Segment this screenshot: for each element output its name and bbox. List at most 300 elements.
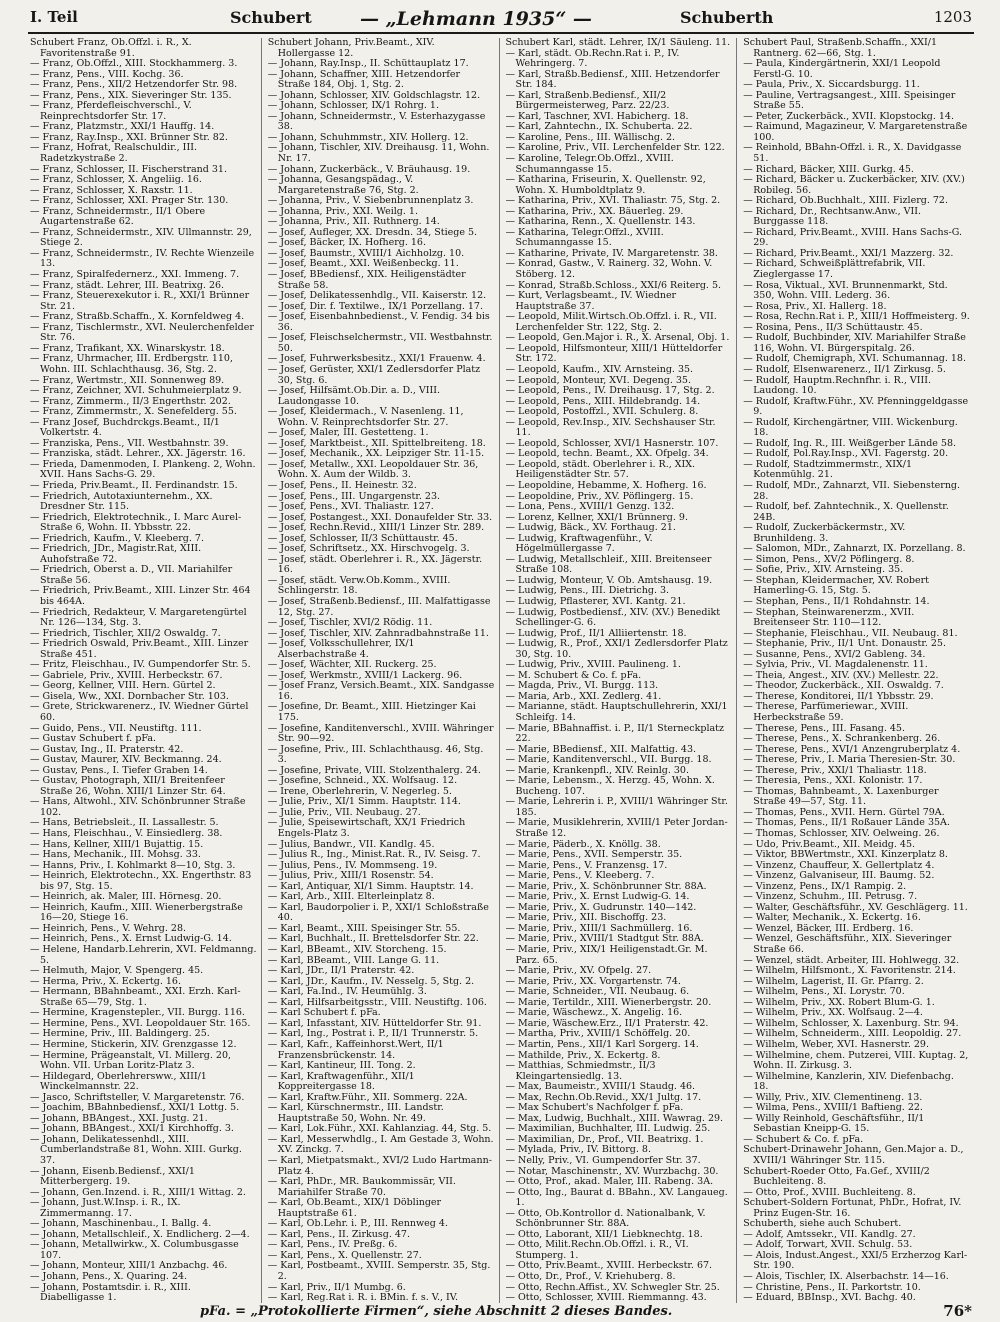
directory-entry: — Josefine, Private, VIII. Stolzenthalerg. 24.: [267, 764, 481, 776]
directory-entry: — Wilhelm, Pens., XI. Lorystr. 70.: [743, 986, 905, 998]
directory-entry: — Franz, Platzmstr., XXI/1 Hauffg. 14.: [30, 121, 215, 133]
directory-entry: — Otto, Schlosser, XVIII. Riemmanng. 43.: [505, 1292, 707, 1303]
directory-entry: — Magda, Priv., VI. Burgg. 113.: [505, 680, 659, 692]
directory-entry: — Stephan, Kleidermacher, XV. Robert Hamerling-G. 15, Stg. 5.: [743, 574, 929, 597]
directory-entry: — Joachim, BBahnbediensf., XXI/1 Lottg. 5.: [30, 1102, 240, 1114]
directory-entry: — Rosina, Pens., II/3 Schüttaustr. 45.: [743, 321, 923, 333]
directory-entry: — Karl, Fa.Ind., IV. Heumühlg. 3.: [267, 986, 427, 998]
directory-entry: — Leopold, Schlosser, XVI/1 Hasnerstr. 107.: [505, 437, 719, 449]
directory-entry: — Heinrich, ak. Maler, III. Hörnesg. 20.: [30, 891, 222, 903]
directory-entry: — Johann, Zuckerbäck., V. Bräuhausg. 19.: [267, 163, 471, 175]
directory-entry: — Therese, Pens., III. Fasang. 45.: [743, 722, 905, 734]
directory-entry: — Gustav Schubert f. pFa.: [30, 733, 157, 745]
directory-entry: — Friedrich, Autotaxiunternehm., XX. Dresdner Str. 115.: [30, 490, 213, 513]
directory-entry: — Josef, städt. Verw.Ob.Komm., XVIII. Schlingerstr. 18.: [267, 574, 451, 597]
directory-entry: — Vinzenz, Chauffeur, X. Gellertplatz 4.: [743, 859, 935, 871]
directory-entry: — Ludwig, Postbediensf., XIV. (XV.) Benedikt Schellinger-G. 6.: [505, 606, 721, 629]
directory-entry: — Karl, Pens., X. Quellenstr. 27.: [267, 1249, 422, 1261]
directory-entry: — Fritz, Fleischhau., IV. Gumpendorfer Str. 5.: [30, 659, 251, 671]
directory-entry: — Karl, Buchhalt., II. Brettelsdorfer Str. 22.: [267, 933, 479, 945]
directory-entry: — Wilhelmine, chem. Putzerei, VIII. Kuptag. 2, Wohn. II. Zirkusg. 3.: [743, 1049, 969, 1072]
directory-entry: — Karl, Ob.Lehr. i. P., III. Rennweg 4.: [267, 1218, 448, 1230]
directory-entry: — Rudolf, Elsenwarenerz., II/1 Zirkusg. 5.: [743, 363, 946, 375]
directory-entry: — Viktor, BBWertmstr., XXI. Kinzerplatz 8.: [743, 849, 948, 861]
directory-entry: — Hans, Kellner, XIII/1 Bujattig. 15.: [30, 838, 204, 850]
directory-entry: — Karl, BBeamt., VIII. Lange G. 11.: [267, 954, 440, 966]
directory-entry: — Otto, Dr., Prof., V. Kriehuberg. 8.: [505, 1270, 676, 1282]
directory-entry: — Johann, Ray.Insp., II. Schüttauplatz 17.: [267, 58, 469, 70]
directory-entry: — Richard, Priv.Beamt., XVIII. Hans Sachs-G. 29.: [743, 226, 962, 249]
directory-entry: — Karl, Kürschnermstr., III. Landstr. Hauptstraße 50, Wohn. Nr. 49.: [267, 1102, 444, 1124]
directory-entry: — Karl, Pens., II. Zirkusg. 47.: [267, 1228, 410, 1240]
directory-entry: — Karl, Reg.Rat i. R. i. BMin. f. s. V., IV.: [267, 1292, 459, 1303]
directory-entry: — Johann, Maschinenbau., I. Ballg. 4.: [30, 1218, 212, 1230]
directory-entry: — Josef, Delikatessenhdlg., VII. Kaiserstr. 12.: [267, 290, 487, 302]
directory-entry: — Alois, Tischler, IX. Alserbachstr. 14—16.: [743, 1270, 949, 1282]
directory-entry: — Julius R., Ing., Minist.Rat. R., IV. Seisg. 7.: [267, 849, 481, 861]
directory-entry: — Julius, Bandwr., VII. Kandlg. 45.: [267, 838, 435, 850]
directory-entry: — Josef, Wächter, XII. Ruckerg. 25.: [267, 659, 437, 671]
directory-entry: — Josef, Kleidermach., V. Nasenleng. 11, Wohn. V. Reinprechtsdorfer Str. 27.: [267, 406, 464, 428]
directory-entry: — Wilhelm, Schlosser, X. Laxenburg. Str. 94.: [743, 1017, 959, 1029]
directory-entry: — Josef, Maler, III. Gestetteng. 1.: [267, 427, 429, 439]
directory-entry: — Marie, Krankenpfl., XIV. Reinlg. 30.: [505, 764, 690, 776]
directory-entry: — Katharina, Friseurin, X. Quellenstr. 92, Wohn. X. Humboldtplatz 9.: [505, 174, 706, 196]
directory-entry: — Marie, Priv., X. Schönbrunner Str. 88A.: [505, 880, 707, 892]
directory-entry: — Franz, Zeichner, XVI. Schuhmeierplatz 9.: [30, 385, 242, 397]
directory-entry: — Leopoldine, Priv., XV. Pöflingerg. 15.: [505, 490, 694, 502]
directory-entry: — Frieda, Damenmoden, I. Plankeng. 2, Wohn. XVII. Hans Sachs-G. 29.: [30, 458, 256, 481]
part-label: I. Teil: [30, 8, 78, 26]
directory-entry: — Otto, Ing., Baurat d. BBahn., XV. Langaueg. 1.: [505, 1186, 728, 1209]
header-right-name: Schuberth: [680, 8, 774, 27]
directory-entry: — Maximilian, Buchhalter, III. Ludwig. 25.: [505, 1123, 711, 1135]
directory-entry: — Wenzel, städt. Arbeiter, III. Hohlwegg. 32.: [743, 954, 960, 966]
directory-entry: — Notar, Maschinenstr., XV. Wurzbachg. 30.: [505, 1165, 719, 1177]
directory-entry: — Otto, Rechn.Affist., XV. Schwegler Str. 25.: [505, 1281, 720, 1293]
directory-entry: — Gabriele, Priv., XVIII. Herbeckstr. 67.: [30, 669, 223, 681]
directory-entry: — Vinzenz, Galvaniseur, III. Baumg. 52.: [743, 870, 935, 882]
directory-entry: — Karl, Postbeamt., XVIII. Semperstr. 35, Stg. 2.: [267, 1260, 491, 1282]
directory-entry: Schubert-Drinawehr Johann, Gen.Major a. D., XVIII/1 Währinger Str. 115.: [743, 1144, 964, 1166]
directory-entry: — Leopold, städt. Oberlehrer i. R., XIX. Heiligenstädter Str. 57.: [505, 458, 696, 481]
directory-entry: — Karl, Kraftwagenführ., XII/1 Koppreitergasse 18.: [267, 1070, 415, 1093]
directory-entry: — Josef, Werkmstr., XVIII/1 Lackerg. 96.: [267, 669, 463, 681]
directory-entry: — Willy Reinhold, Geschäftsführ., II/1 Sebastian Kneipp-G. 15.: [743, 1112, 925, 1135]
directory-entry: — Schubert & Co. f. pFa.: [743, 1133, 864, 1145]
directory-entry: — Franz, Schlosser, X. Raxstr. 11.: [30, 184, 193, 196]
directory-entry: — Karl, JDr., Kaufm., IV. Nesselg. 5, Stg. 2.: [267, 975, 475, 987]
directory-entry: — Franz, Straßb.Schaffn., X. Kornfeldweg 4.: [30, 311, 245, 323]
directory-entry: — Karl, Messerwhdlg., I. Am Gestade 3, Wohn. XV. Zinckg. 7.: [267, 1133, 494, 1156]
directory-entry: — Johann, Schlosser, XIV. Goldschlagstr. 12.: [267, 89, 481, 101]
directory-entry: — Willy, Priv., XIV. Clementineng. 13.: [743, 1091, 923, 1103]
directory-entry: — Wilhelm, Schneiderm., XIII. Leopoldig. 27.: [743, 1028, 962, 1040]
directory-entry: — Franz, Schneidermstr., II/1 Obere Augartenstraße 62.: [30, 205, 206, 228]
directory-entry: — Nelly, Priv., VI. Gumpendorfer Str. 37.: [505, 1154, 701, 1166]
directory-entry: — Marie, Priv., XIII/1 Sachmüllerg. 16.: [505, 922, 693, 934]
directory-entry: — Marie, Schneider., VII. Neubaug. 6.: [505, 986, 690, 998]
directory-entry: — Johanna, Priv., V. Siebenbrunnenplatz 3.: [267, 195, 474, 207]
directory-entry: — Johann, Metallwirkw., X. Columbusgasse 107.: [30, 1239, 239, 1261]
directory-entry: — Karl, städt. Ob.Rechn.Rat i. P., IV. Wehringerg. 7.: [505, 47, 680, 70]
directory-entry: — Hermine, Prägeanstalt, VI. Millerg. 20, Wohn. VII. Urban Loritz-Platz 3.: [30, 1049, 232, 1072]
directory-entry: — Leopold, Kaufm., XIV. Arnsteing. 35.: [505, 363, 694, 375]
directory-entry: — Marie, Priv., XII. Bischoffg. 23.: [505, 912, 667, 924]
directory-entry: — Gustav, Photograph, XII/1 Breitenfeer Straße 26, Wohn. XIII/1 Linzer Str. 64.: [30, 775, 226, 797]
directory-entry: — Katharina, Renn., X. Quellenstr. 143.: [505, 216, 696, 228]
directory-column-4: [743, 38, 974, 1303]
directory-entry: — Franz, Schlosser, XXI. Prager Str. 130.: [30, 195, 229, 207]
directory-entry: — Konrad, Straßb.Schloss., XXI/6 Reiterg. 5.: [505, 279, 722, 291]
directory-entry: — Karl, JDr., II/1 Praterstr. 42.: [267, 965, 415, 977]
directory-entry: — Therese, Pens., XVI/1 Anzengruberplatz 4.: [743, 743, 961, 755]
directory-entry: — Stephan, Pens., II/1 Rohdahnstr. 14.: [743, 595, 930, 607]
directory-entry: — Helmuth, Major, V. Spengerg. 45.: [30, 965, 204, 977]
directory-entry: — Walter, Mechanik., X. Eckertg. 16.: [743, 912, 921, 924]
directory-entry: — Karl, Kantineur, III. Tong. 2.: [267, 1060, 416, 1072]
directory-entry: — Josefine, Priv., III. Schlachthausg. 46, Stg. 3.: [267, 743, 484, 766]
directory-entry: — Josef, Tischler, XVI/2 Rödig. 11.: [267, 617, 433, 629]
directory-entry: — Helene, Handarb.Lehrerin, XVI. Feldmanng. 5.: [30, 944, 257, 966]
directory-entry: — Hans, Altwohl., XIV. Schönbrunner Straße 102.: [30, 796, 246, 818]
directory-entry: — Friedrich, Oberst a. D., VII. Mariahilfer Straße 56.: [30, 564, 233, 586]
directory-entry: — Johann, Eisenb.Bediensf., XXI/1 Mitterbergerg. 19.: [30, 1165, 195, 1188]
directory-entry: — Wilhelm, Lagerist, II. Gr. Pfarrg. 2.: [743, 975, 924, 987]
directory-entry: — Johanna, Gesangspädag., V. Margaretenstraße 76, Stg. 2.: [267, 174, 419, 196]
directory-entry: — Josef, Schriftsetz., XX. Hirschvogelg. 3.: [267, 543, 470, 555]
directory-entry: — Johann, BBAngest., XXI. Justg. 21.: [30, 1112, 208, 1124]
directory-entry: — Karl, Arb., XIII. Elterleinplatz 8.: [267, 891, 435, 903]
directory-column-3: [506, 38, 738, 1303]
header-title: — „Lehmann 1935“ —: [360, 8, 592, 30]
directory-entry: Schubert-Roeder Otto, Fa.Gef., XVIII/2 Buchleiteng. 8.: [743, 1165, 930, 1188]
directory-entry: — Reinhold, BBahn-Offzl. i. R., X. Davidgasse 51.: [743, 142, 962, 165]
directory-entry: — M. Schubert & Co. f. pFa.: [505, 669, 642, 681]
directory-entry: Schuberth, siehe auch Schubert.: [743, 1218, 902, 1230]
directory-entry: — Peter, Zuckerbäck., XVII. Klopstockg. 14.: [743, 110, 954, 122]
directory-entry: — Otto, Ob.Kontrollor d. Nationalbank, V. Schönbrunner Str. 88A.: [505, 1207, 706, 1230]
directory-entry: — Wilhelmine, Kanzlerin, XIV. Diefenbachg. 18.: [743, 1070, 954, 1093]
directory-entry: — Franz, Spiralfedernerz., XXI. Immeng. 7.: [30, 269, 240, 281]
directory-entry: — Julie, Priv., VII. Neubaug. 27.: [267, 806, 421, 818]
directory-entry: — Otto, Priv.Beamt., XVIII. Herbeckstr. 67.: [505, 1260, 713, 1272]
directory-entry: — Otto, Laborant, XII/1 Liebknechtg. 18.: [505, 1228, 703, 1240]
directory-entry: — Franz, Tischlermstr., XVI. Neulerchenfelder Str. 76.: [30, 321, 254, 344]
directory-entry: — Richard, Bäcker, XIII. Gurkg. 45.: [743, 163, 914, 175]
directory-entry: — Therese, Priv., XXI/1 Thaliastr. 118.: [743, 764, 927, 776]
directory-entry: — Eduard, BBInsp., XVI. Bachg. 40.: [743, 1292, 916, 1303]
directory-entry: — Friedrich Oswald, Priv.Beamt., XIII. Linzer Straße 451.: [30, 638, 249, 660]
directory-entry: — Raimund, Magazineur, V. Margaretenstraße 100.: [743, 121, 968, 143]
directory-entry: — Karl, Lok.Führ., XXI. Kahlanziag. 44, Stg. 5.: [267, 1123, 492, 1135]
directory-entry: — Ludwig, Kraftwagenführ., V. Högelmüllergasse 7.: [505, 532, 653, 555]
directory-entry: — Gustav, Maurer, XIV. Beckmanng. 24.: [30, 754, 222, 766]
directory-entry: — Matthias, Schmiedmstr., II/3 Kleingartensiedlg. 13.: [505, 1060, 656, 1082]
directory-entry: — Hans, Fleischhau., V. Einsiedlerg. 38.: [30, 828, 223, 840]
directory-entry: — Maximilian, Dr., Prof., VII. Beatrixg. 1.: [505, 1133, 704, 1145]
directory-entry: — Karl, Kraftw.Führ., XII. Sommerg. 22A.: [267, 1091, 468, 1103]
directory-entry: — Karl, Mietpatsmakt., XVI/2 Ludo Hartmann-Platz 4.: [267, 1154, 492, 1177]
directory-entry: — Marianne, städt. Hauptschullehrerin, XXI/1 Schleifg. 14.: [505, 701, 728, 723]
directory-entry: — Marie, Kanditenverschl., VII. Burgg. 18.: [505, 754, 712, 766]
directory-entry: — Otto, Milit.Rechn.Ob.Offzl. i. R., VI. Stumperg. 1.: [505, 1239, 689, 1261]
directory-entry: — Karl, Antiquar, XI/1 Simm. Hauptstr. 14.: [267, 880, 474, 892]
directory-entry: — Marie, Wäschew.Erz., II/1 Praterstr. 42.: [505, 1017, 709, 1029]
directory-entry: — Katharine, Private, IV. Margaretenstr. 38.: [505, 247, 718, 259]
directory-entry: — Josef, Eisenbahnbedienst., V. Fendig. 34 bis 36.: [267, 311, 490, 333]
directory-entry: — Marie, BBahnaffist. i. P., II/1 Sterneckplatz 22.: [505, 722, 724, 745]
directory-entry: — Marie, Pens., V. Kleeberg. 7.: [505, 870, 655, 882]
directory-entry: — Lorenz, Kellner, XXI/1 Brünnerg. 9.: [505, 511, 688, 523]
directory-entry: — Franz, Trafikant, XX. Winarskystr. 18.: [30, 342, 225, 354]
directory-entry: — Josef, Beamt., XXI. Weißenbeckg. 11.: [267, 258, 459, 270]
directory-entry: — Thomas, Schlosser, XIV. Oelweing. 26.: [743, 828, 940, 840]
directory-entry: — Rudolf, Kirchengärtner, VIII. Wickenburg. 18.: [743, 416, 958, 439]
directory-entry: — Franz, Pens., XII/2 Hetzendorfer Str. 98.: [30, 79, 238, 91]
directory-entry: — Wilhelm, Priv., XX. Robert Blum-G. 1.: [743, 996, 935, 1008]
directory-entry: — Rudolf, Chemigraph, XVI. Schumannag. 18.: [743, 353, 966, 365]
directory-entry: — Julius, Priv., XIII/1 Rosenstr. 54.: [267, 870, 434, 882]
directory-entry: — Franz, Pferdefleischverschl., V. Reinprechtsdorfer Str. 17.: [30, 100, 192, 122]
directory-entry: — Josef, Pens., II. Heinestr. 32.: [267, 479, 417, 491]
directory-entry: — Johann, Delikatessenhdl., XIII. Cumberlandstraße 81, Wohn. XIII. Gurkg. 37.: [30, 1133, 242, 1166]
directory-entry: — Josef, Volksschullehrer, IX/1 Alserbachstraße 4.: [267, 638, 415, 660]
directory-entry: — Johanna, Priv., XII. Ruthnerg. 14.: [267, 216, 440, 228]
directory-entry: — Julie, Priv., XI/1 Simm. Hauptstr. 114.: [267, 796, 461, 808]
directory-entry: Schubert Johann, Priv.Beamt., XIV. Hollergasse 12.: [267, 38, 435, 59]
directory-entry: — Johanna, Priv., XXI. Weilg. 1.: [267, 205, 418, 217]
directory-entry: — Josef, Pens., XVI. Thaliastr. 127.: [267, 501, 434, 513]
directory-entry: — Marie, Priv., XVIII/1 Stadtgut Str. 88A.: [505, 933, 704, 945]
directory-entry: — Josef, städt. Oberlehrer i. R., XX. Jägerstr. 16.: [267, 553, 483, 576]
directory-entry: — Mathilde, Priv., X. Eckertg. 8.: [505, 1049, 661, 1061]
directory-entry: — Guido, Pens., VII. Neustiftg. 111.: [30, 722, 202, 734]
directory-entry: — Josef, Fleischselchermstr., VII. Westbahnstr. 50.: [267, 332, 493, 354]
directory-entry: — Therese, Priv., I. Maria Theresien-Str. 30.: [743, 754, 956, 766]
directory-entry: — Josef, Aufleger, XX. Dresdn. 34, Stiege 5.: [267, 226, 478, 238]
directory-entry: — Hans, Mechanik., III. Mohsg. 33.: [30, 849, 201, 861]
directory-entry: — Hermann, BBahnbeamt., XXI. Erzh. Karl-Straße 65—79, Stg. 1.: [30, 986, 241, 1008]
page-number: 1203: [933, 8, 972, 26]
directory-entry: — Friedrich, Elektrotechnik., I. Marc Aurel-Straße 6, Wohn. II. Ybbsstr. 22.: [30, 511, 242, 534]
directory-entry: — Wenzel, Bäcker, III. Erdberg. 16.: [743, 922, 914, 934]
directory-entry: — Friedrich, Redakteur, V. Margaretengürtel Nr. 126—134, Stg. 3.: [30, 606, 247, 629]
directory-entry: — Karl, Pens., IV. Preßg. 6.: [267, 1239, 398, 1251]
directory-entry: — Hermine, Stickerin, XIV. Grenzgasse 12.: [30, 1038, 237, 1050]
directory-entry: — Franziska, Pens., VII. Westbahnstr. 39.: [30, 437, 229, 449]
directory-entry: — Herma, Priv., X. Eckertg. 16.: [30, 975, 181, 987]
directory-entry: — Rudolf, Hauptm.Rechnfhr. i. R., VIII. Laudong. 10.: [743, 374, 932, 397]
directory-entry: — Johann, Tischler, XIV. Dreihausg. 11, Wohn. Nr. 17.: [267, 142, 490, 165]
directory-entry: — Martha, Priv., XVIII/1 Schöffelg. 20.: [505, 1028, 691, 1040]
directory-entry: — Josef Franz, Versich.Beamt., XIX. Sandgasse 16.: [267, 680, 495, 702]
directory-entry: — Josefine, Dr. Beamt., XIII. Hietzinger Kai 175.: [267, 701, 476, 723]
directory-entry: — Theodor, Zuckerbäck., XII. Oswaldg. 7.: [743, 680, 944, 692]
directory-entry: — Johann, Schuhmmstr., XIV. Hollerg. 12.: [267, 131, 469, 143]
directory-entry: — Richard, Schweißplättrefabrik, VII. Zieglergasse 17.: [743, 258, 926, 281]
directory-entry: Schubert Franz, Ob.Offzl. i. R., X. Favoritenstraße 91.: [30, 38, 192, 59]
directory-entry: — Stephanie, Priv., II/1 Unt. Donaustr. 25.: [743, 638, 946, 650]
directory-entry: — Marie, Wäschewz., X. Angelig. 16.: [505, 1007, 683, 1019]
directory-entry: — Richard, Dr., Rechtsanw.Anw., VII. Burggasse 118.: [743, 205, 922, 228]
directory-entry: — Josef, Marktbeist., XII. Spittelbreiteng. 18.: [267, 437, 486, 449]
directory-entry: — Grete, Strickwarenerz., IV. Wiedner Gürtel 60.: [30, 701, 249, 723]
directory-entry: — Heinrich, Pens., V. Wehrg. 28.: [30, 922, 187, 934]
directory-entry: — Karl, Taschner, XVI. Habicherg. 18.: [505, 110, 689, 122]
directory-entry: — Ludwig, Bäck., XV. Forthaug. 21.: [505, 522, 676, 534]
directory-entry: — Josef, Schlosser, II/3 Schüttaustr. 45.: [267, 532, 458, 544]
directory-entry: — Karl, Kafr., Kaffeinhorst.Wert, II/1 Franzensbrückenstr. 14.: [267, 1038, 444, 1061]
directory-entry: — Heinrich, Pens., X. Ernst Ludwig-G. 14.: [30, 933, 232, 945]
directory-entry: — Julie, Speisewirtschaft, XX/1 Friedrich Engels-Platz 3.: [267, 817, 466, 840]
directory-entry: — Wenzel, Geschäftsführ., XIX. Sieveringer Straße 66.: [743, 933, 952, 956]
directory-entry: — Susanne, Pens., XVI/2 Gableng. 34.: [743, 648, 926, 660]
directory-entry: — Johann, Just.W.Insp. i. R., IX. Zimmermanng. 17.: [30, 1197, 181, 1219]
directory-entry: — Leopoldine, Hebamme, X. Hofherg. 16.: [505, 479, 707, 491]
directory-entry: — Marie, Priv., XIX/1 Heiligenstadt.Gr. M. Parz. 65.: [505, 944, 708, 966]
directory-entry: — Josef, Rechn.Revid., XIII/1 Linzer Str. 289.: [267, 522, 485, 534]
directory-entry: — Karl, Hilfsarbeitgsstr., VIII. Neustiftg. 106.: [267, 996, 487, 1008]
directory-entry: — Otto, Prof., XVIII. Buchleiteng. 8.: [743, 1186, 916, 1198]
directory-entry: — Marie, Tertildr., XIII. Wienerbergstr. 20.: [505, 996, 712, 1008]
directory-entry: — Karl, Beamt., XIII. Speisinger Str. 55.: [267, 922, 461, 934]
directory-entry: — Gustav, Pens., I. Tiefer Graben 14.: [30, 764, 208, 776]
directory-entry: — Udo, Priv.Beamt., XII. Meidg. 45.: [743, 838, 916, 850]
directory-entry: — Mylada, Priv., IV. Bittorg. 8.: [505, 1144, 651, 1156]
directory-entry: — Frieda, Priv.Beamt., II. Ferdinandstr. 15.: [30, 479, 238, 491]
directory-entry: — Leopold, Postoffzl., XVII. Schulerg. 8.: [505, 406, 699, 418]
directory-entry: — Hermine, Pens., XVI. Leopoldauer Str. 165.: [30, 1017, 251, 1029]
directory-entry: — Paula, Priv., X. Siccardsburgg. 11.: [743, 79, 920, 91]
directory-column-2: [268, 38, 500, 1303]
directory-entry: — Richard, Ob.Buchhalt., XIII. Fizlerg. 72.: [743, 195, 948, 207]
directory-entry: — Karl, Infasstant, XIV. Hütteldorfer Str. 91.: [267, 1017, 482, 1029]
header-left-name: Schubert: [230, 8, 312, 27]
directory-entry: — Franz, Zimmerm., II/3 Engerthstr. 202.: [30, 395, 231, 407]
directory-entry: — Johann, Pens., X. Quaring. 24.: [30, 1270, 188, 1282]
directory-entry: — Leopold, Monteur, XVI. Degeng. 35.: [505, 374, 691, 386]
directory-entry: — Christine, Pens., II. Parkortstr. 10.: [743, 1281, 921, 1293]
directory-entry: Schubert Paul, Straßenb.Schaffn., XXI/1 Rantnerg. 62—66, Stg. 1.: [743, 38, 938, 59]
directory-entry: — Thomas, Pens., XVII. Hern. Gürtel 79A.: [743, 806, 945, 818]
directory-entry: — Simon, Pens., XV/2 Pöflingerg. 8.: [743, 553, 915, 565]
directory-entry: — Josef, Straßenb.Bediensf., III. Malfattigasse 12, Stg. 27.: [267, 595, 491, 618]
directory-entry: — Franz, Pens., VIII. Kochg. 36.: [30, 68, 184, 80]
directory-entry: — Ludwig, R., Prof., XXI/1 Zedlersdorfer Platz 30, Stg. 10.: [505, 638, 728, 660]
sheet-mark: 76*: [943, 1302, 972, 1320]
directory-column-1: [30, 38, 262, 1303]
directory-entry: — Georg, Kellner, VIII. Hern. Gürtel 2.: [30, 680, 216, 692]
directory-entry: — Max, Rechn.Ob.Revid., XX/1 Jultg. 17.: [505, 1091, 702, 1103]
directory-entry: — Sofie, Priv., XIV. Arnsteing. 35.: [743, 564, 904, 576]
directory-entry: — Ludwig, Prof., II/1 Alliiertenstr. 18.: [505, 627, 687, 639]
directory-entry: — Thomas, Pens., II/1 Roßauer Lände 35A.: [743, 817, 950, 829]
directory-entry: — Rudolf, Ing. R., III. Weißgerber Lände 58.: [743, 437, 957, 449]
directory-entry: — Salomon, MDr., Zahnarzt, IX. Porzellang. 8.: [743, 543, 966, 555]
directory-entry: — Marie, Päderb., X. Knöllg. 38.: [505, 838, 661, 850]
directory-entry: — Franz, städt. Lehrer, III. Beatrixg. 26.: [30, 279, 225, 291]
directory-entry: — Kurt, Verlagsbeamt., IV. Wiedner Hauptstraße 37.: [505, 290, 677, 312]
directory-entry: — Franz, Schneidermstr., XIV. Ullmannstr. 29, Stiege 2.: [30, 226, 252, 249]
directory-entry: — Rudolf, Stadtzimmermstr., XIX/1 Kotenmühlg. 21.: [743, 458, 912, 481]
directory-entry: — Therese, Pens., X. Schrankenberg. 26.: [743, 733, 941, 745]
directory-entry: — Wilma, Pens., XVIII/1 Baftieng. 22.: [743, 1102, 923, 1114]
directory-columns: [30, 38, 974, 1303]
directory-entry: — Marie, Lebensm., X. Herzg. 45, Wohn. X. Bucheng. 107.: [505, 775, 715, 797]
directory-entry: — Martin, Pens., XII/1 Karl Sorgerg. 14.: [505, 1038, 699, 1050]
directory-entry: — Rudolf, Zuckerbäckermstr., XV. Brunhildeng. 3.: [743, 522, 906, 544]
directory-entry: — Johann, Schlosser, IX/1 Rohrg. 1.: [267, 100, 439, 112]
directory-entry: — Heinrich, Kaufm., XIII. Wienerbergstraße 16—20, Stiege 16.: [30, 901, 243, 924]
directory-entry: — Friedrich, Tischler, XII/2 Oswaldg. 7.: [30, 627, 221, 639]
directory-entry: — Friedrich, JDr., Magistr.Rat, XIII. Auhofstraße 72.: [30, 543, 202, 565]
directory-entry: — Franz, Schlosser, II. Fischerstrand 31.: [30, 163, 227, 175]
directory-entry: — Karl, Ing., Postrat i. P., II/1 Trunnerstr. 5.: [267, 1028, 479, 1040]
directory-entry: — Hanns, Priv., I. Kohlmarkt 8—10, Stg. 3.: [30, 859, 236, 871]
directory-entry: — Richard, Priv.Beamt., XXI/1 Mazzerg. 32.: [743, 247, 954, 259]
directory-entry: — Karl, Straßb.Bediensf., XIII. Hetzendorfer Str. 184.: [505, 68, 720, 91]
directory-entry: — Marie, Priv., X. Gudrunstr. 140—142.: [505, 901, 697, 913]
directory-entry: — Friedrich, Priv.Beamt., XIII. Linzer Str. 464 bis 464A.: [30, 585, 251, 607]
directory-entry: — Karoline, Telegr.Ob.Offzl., XVIII. Schumanngasse 15.: [505, 153, 674, 175]
directory-entry: — Vinzenz, Pens., IX/1 Rampig. 2.: [743, 880, 907, 892]
directory-entry: — Karl, BBeamt., XIV. Storcheng. 15.: [267, 944, 447, 956]
directory-entry: — Rudolf, Buchbinder, XIV. Mariahilfer Straße 116, Wohn. VI. Bürgerspitalg. 26.: [743, 332, 966, 354]
directory-entry: — Franz, Uhrmacher, III. Erdbergstr. 110, Wohn. III. Schlachthausg. 36, Stg. 2.: [30, 353, 233, 375]
directory-entry: — Otto, Prof., akad. Maler, III. Rabeng. 3A.: [505, 1176, 714, 1188]
directory-entry: — Karl, Straßenb.Bediensf., XII/2 Bürgermeisterweg, Parz. 22/23.: [505, 89, 670, 112]
directory-entry: — Franz, Schneidermstr., IV. Rechte Wienzeile 13.: [30, 247, 255, 270]
directory-entry: — Karoline, Pens., III. Wällischg. 2.: [505, 131, 676, 143]
directory-entry: — Leopold, Gen.Major i. R., X. Arsenal, Obj. 1.: [505, 332, 730, 344]
directory-entry: — Stephanie, Fleischhau., VII. Neubaug. 81.: [743, 627, 958, 639]
directory-entry: — Marie, BBediensf., XII. Malfattig. 43.: [505, 743, 697, 755]
directory-entry: — Johann, Monteur, XIII/1 Anzbachg. 46.: [30, 1260, 228, 1272]
directory-entry: — Pauline, Vertragsangest., XIII. Speisinger Straße 55.: [743, 89, 956, 112]
directory-entry: — Karl Schubert f. pFa.: [267, 1007, 381, 1019]
directory-entry: — Sylvia, Priv., VI. Magdalenenstr. 11.: [743, 659, 928, 671]
directory-entry: — Max Schubert's Nachfolger f. pFa.: [505, 1102, 684, 1114]
directory-entry: — Franz, Ob.Offzl., XIII. Stockhammerg. 3.: [30, 58, 238, 70]
directory-entry: — Josef, Hilfsämt.Ob.Dir. a. D., VIII. Laudongasse 10.: [267, 385, 441, 407]
directory-entry: — Franz, Ray.Insp., XXI. Brünner Str. 82.: [30, 131, 228, 143]
directory-entry: — Hans, Betriebsleit., II. Lassallestr. 5.: [30, 817, 219, 829]
directory-entry: — Katharina, Telegr.Offzl., XVIII. Schumanngasse 15.: [505, 226, 664, 249]
directory-entry: — Leopold, techn. Beamt., XX. Ofpelg. 34.: [505, 448, 709, 460]
directory-entry: — Johann, Metallschleif., X. Endlicherg. 2—4.: [30, 1228, 250, 1240]
directory-entry: — Josef, Tischler, XIV. Zahnradbahnstraße 11.: [267, 627, 489, 639]
directory-entry: — Leopold, Hilfsmonteur, XIII/1 Hütteldorfer Str. 172.: [505, 342, 723, 365]
directory-entry: — Johann, Schneidermstr., V. Esterhazygasse 38.: [267, 110, 486, 133]
directory-entry: — Rosa, Rechn.Rat i. P., XIII/1 Hoffmeisterg. 9.: [743, 311, 970, 323]
directory-entry: — Marie, Pens., XVII. Semperstr. 35.: [505, 849, 683, 861]
directory-entry: — Friedrich, Kaufm., V. Kleeberg. 7.: [30, 532, 204, 544]
directory-entry: — Heinrich, Elektrotechn., XX. Engerthstr. 83 bis 97, Stg. 15.: [30, 870, 252, 892]
directory-entry: — Irene, Oberlehrerin, V. Negerleg. 5.: [267, 785, 452, 797]
directory-entry: — Franz Josef, Buchdrckgs.Beamt., II/1 Volkertstr. 4.: [30, 416, 220, 439]
directory-entry: — Leopold, Pens., XIII. Hildebrandg. 14.: [505, 395, 701, 407]
directory-entry: — Gisela, Ww., XXI. Dornbacher Str. 103.: [30, 690, 229, 702]
directory-entry: — Karl, Ob.Beamt., XIX/1 Döblinger Hauptstraße 61.: [267, 1197, 442, 1219]
directory-entry: — Adolf, Torwart, XVII. Schulg. 53.: [743, 1239, 913, 1251]
directory-entry: — Josef, Mechanik., XX. Leipziger Str. 11-15.: [267, 448, 485, 460]
directory-entry: — Wilhelm, Hilfsmont., X. Favoritenstr. 214.: [743, 965, 956, 977]
directory-entry: — Max, Baumeistr., XVIII/1 Staudg. 46.: [505, 1081, 696, 1093]
directory-entry: — Therese, Parfümeriewar., XVIII. Herbeckstraße 59.: [743, 701, 909, 723]
directory-entry: — Marie, Lehrerin i. P., XVIII/1 Währinger Str. 185.: [505, 796, 728, 818]
directory-entry: — Franz, Pens., XIX. Sieveringer Str. 135.: [30, 89, 232, 101]
